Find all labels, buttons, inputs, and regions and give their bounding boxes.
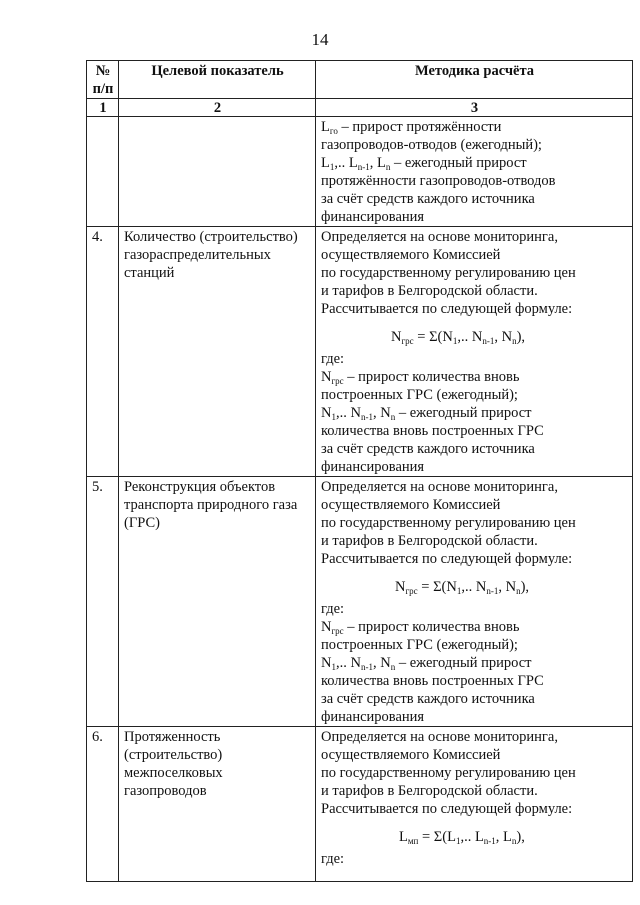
indicator-line: транспорта природного газа	[124, 497, 298, 513]
table-row-continuation	[87, 117, 633, 227]
method-line: финансирования	[321, 459, 425, 475]
method-line: Определяется на основе мониторинга,	[321, 729, 558, 745]
method-line: осуществляемого Комиссией	[321, 247, 501, 263]
method-line: Определяется на основе мониторинга,	[321, 229, 558, 245]
method-line: построенных ГРС (ежегодный);	[321, 637, 518, 653]
indicator-cell	[119, 477, 316, 727]
method-line: протяжённости газопроводов-отводов	[321, 173, 556, 189]
row-number: 6.	[87, 727, 119, 882]
col-number-3: 3	[316, 99, 633, 117]
where-label: где:	[321, 851, 345, 867]
indicator-line: (ГРС)	[124, 515, 160, 531]
method-line: $N_{грс}$ – прирост количества вновь	[321, 619, 520, 636]
formula: $L_{мп} = \Sigma(L_1$,.. $L_{n-1}$, $L_n$),	[399, 829, 525, 846]
indicator-line: межпоселковых	[124, 765, 223, 781]
col-number-2: 2	[119, 99, 316, 117]
header-indicator: Целевой показатель	[119, 61, 316, 99]
method-line: Рассчитывается по следующей формуле:	[321, 301, 573, 317]
method-line: по государственному регулированию цен	[321, 765, 576, 781]
where-label: где:	[321, 601, 345, 617]
method-line: $N_{грс}$ – прирост количества вновь	[321, 369, 520, 386]
method-line: финансирования	[321, 209, 425, 225]
row-indicator-cell	[119, 117, 316, 227]
table-header-row	[87, 61, 633, 99]
method-cell	[316, 727, 633, 882]
indicator-line: станций	[124, 265, 175, 281]
header-num: № п/п	[87, 61, 119, 99]
method-line: и тарифов в Белгородской области.	[321, 783, 538, 799]
page-number: 14	[311, 30, 329, 49]
indicator-line: Протяженность	[124, 729, 221, 745]
method-line: за счёт средств каждого источника	[321, 441, 535, 457]
indicator-line: Реконструкция объектов	[124, 479, 276, 495]
method-line: финансирования	[321, 709, 425, 725]
method-line: осуществляемого Комиссией	[321, 747, 501, 763]
method-line: количества вновь построенных ГРС	[321, 423, 544, 439]
row-number: 5.	[87, 477, 119, 727]
method-line: $N_1$,.. $N_{n-1}$, $N_n$ – ежегодный прирост	[321, 655, 532, 672]
method-line: осуществляемого Комиссией	[321, 497, 501, 513]
table-row-5	[87, 477, 633, 727]
formula: $N_{грс} = \Sigma(N_1$,.. $N_{n-1}$, $N_n$),	[391, 329, 526, 346]
row-num-cell	[87, 117, 119, 227]
method-line: $L_{го}$ – прирост протяжённости	[321, 119, 502, 136]
method-line: за счёт средств каждого источника	[321, 191, 535, 207]
indicator-cell	[119, 227, 316, 477]
row-number: 4.	[87, 227, 119, 477]
indicator-cell	[119, 727, 316, 882]
method-line: построенных ГРС (ежегодный);	[321, 387, 518, 403]
method-line: Рассчитывается по следующей формуле:	[321, 801, 573, 817]
indicator-line: газораспределительных	[124, 247, 271, 263]
method-cell	[316, 117, 633, 227]
method-line: по государственному регулированию цен	[321, 265, 576, 281]
where-label: где:	[321, 351, 345, 367]
indicator-line: газопроводов	[124, 783, 207, 799]
method-line: $N_1$,.. $N_{n-1}$, $N_n$ – ежегодный прирост	[321, 405, 532, 422]
col-number-1: 1	[87, 99, 119, 117]
method-line: $L_1$,.. $L_{n-1}$, $L_n$ – ежегодный прирост	[321, 155, 527, 172]
indicator-line: Количество (строительство)	[124, 229, 298, 245]
method-line: газопроводов-отводов (ежегодный);	[321, 137, 542, 153]
method-line: Рассчитывается по следующей формуле:	[321, 551, 573, 567]
column-number-row	[87, 99, 633, 117]
formula: $N_{грс} = \Sigma(N_1$,.. $N_{n-1}$, $N_n$),	[395, 579, 530, 596]
method-line: за счёт средств каждого источника	[321, 691, 535, 707]
method-line: и тарифов в Белгородской области.	[321, 283, 538, 299]
table-row-6	[87, 727, 633, 882]
method-line: Определяется на основе мониторинга,	[321, 479, 558, 495]
indicator-line: (строительство)	[124, 747, 223, 763]
method-line: по государственному регулированию цен	[321, 515, 576, 531]
method-cell	[316, 477, 633, 727]
header-method: Методика расчёта	[316, 61, 633, 99]
method-line: количества вновь построенных ГРС	[321, 673, 544, 689]
indicators-table	[86, 60, 633, 882]
method-line: и тарифов в Белгородской области.	[321, 533, 538, 549]
method-cell	[316, 227, 633, 477]
table-row-4	[87, 227, 633, 477]
table-bottom-space	[321, 868, 628, 881]
